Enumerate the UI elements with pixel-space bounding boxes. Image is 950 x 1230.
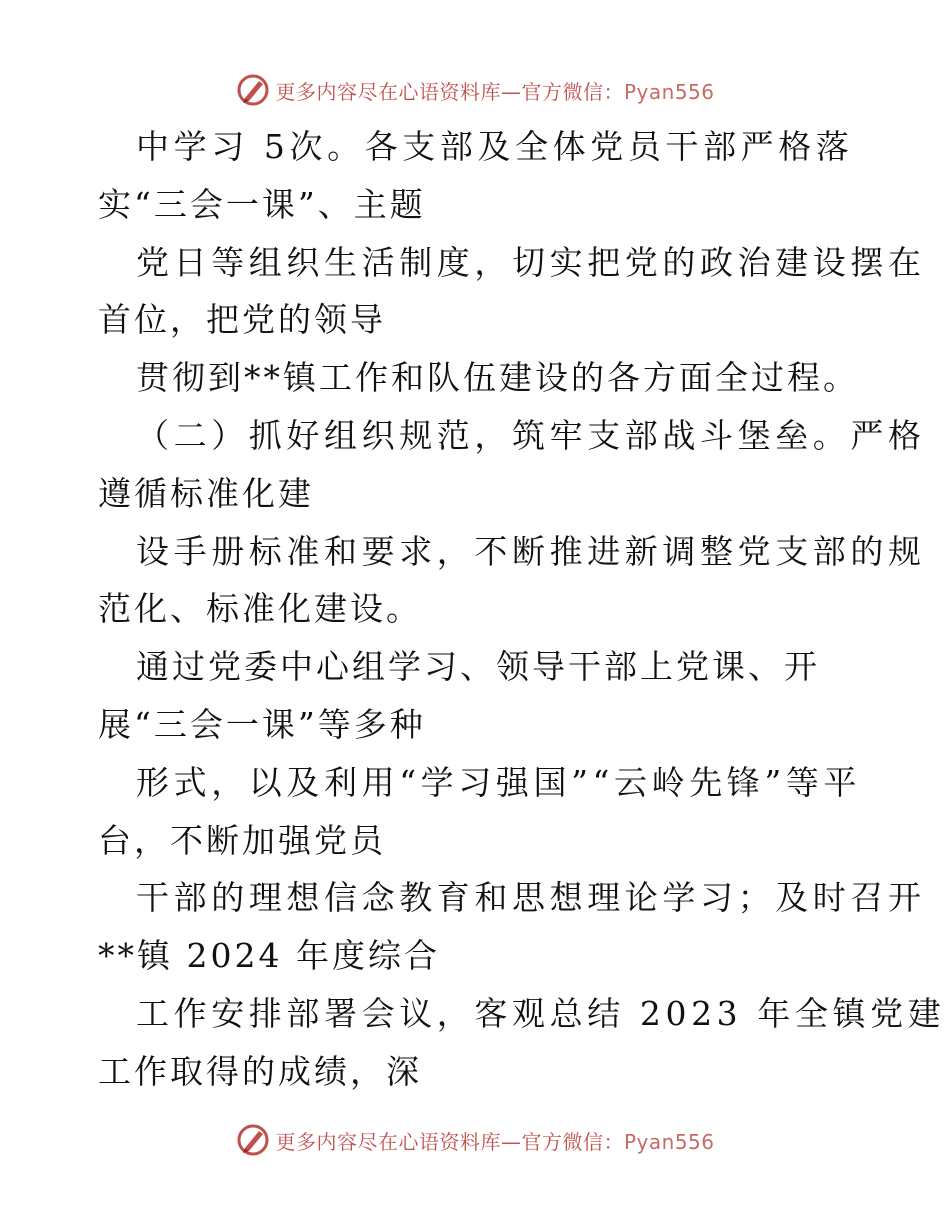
body-line: 党日等组织生活制度，切实把党的政治建设摆在 — [136, 242, 926, 282]
body-line: 干部的理想信念教育和思想理论学习；及时召开 — [136, 878, 926, 918]
body-line: 工作安排部署会议，客观总结 2023 年全镇党建 — [136, 993, 946, 1033]
body-line: **镇 2024 年度综合 — [98, 936, 440, 976]
watermark-text: 更多内容尽在心语资料库—官方微信：Pyan556 — [275, 79, 715, 104]
body-line: 中学习 5次。各支部及全体党员干部严格落 — [136, 127, 854, 166]
body-line: 台，不断加强党员 — [98, 820, 386, 860]
body-line: 形式，以及利用“学习强国”“云岭先锋”等平 — [136, 762, 862, 802]
body-line: 首位，把党的领导 — [98, 300, 386, 340]
header-watermark — [0, 70, 950, 110]
body-line: 范化、标准化建设。 — [98, 589, 422, 629]
body-line: （二）抓好组织规范，筑牢支部战斗堡垒。严格 — [136, 415, 926, 455]
body-line: 贯彻到**镇工作和队伍建设的各方面全过程。 — [136, 358, 859, 398]
body-line: 设手册标准和要求，不断推进新调整党支部的规 — [136, 531, 926, 571]
document-body — [98, 118, 946, 1101]
body-line: 工作取得的成绩，深 — [98, 1051, 422, 1091]
watermark-text: 更多内容尽在心语资料库—官方微信：Pyan556 — [275, 1129, 715, 1154]
pen-logo-icon — [235, 72, 271, 108]
body-line: 遵循标准化建 — [98, 473, 314, 513]
body-line: 通过党委中心组学习、领导干部上党课、开 — [136, 647, 820, 687]
body-line: 展“三会一课”等多种 — [98, 704, 426, 744]
body-line: 实“三会一课”、主题 — [98, 184, 426, 224]
footer-watermark — [0, 1120, 950, 1160]
pen-logo-icon — [235, 1122, 271, 1158]
